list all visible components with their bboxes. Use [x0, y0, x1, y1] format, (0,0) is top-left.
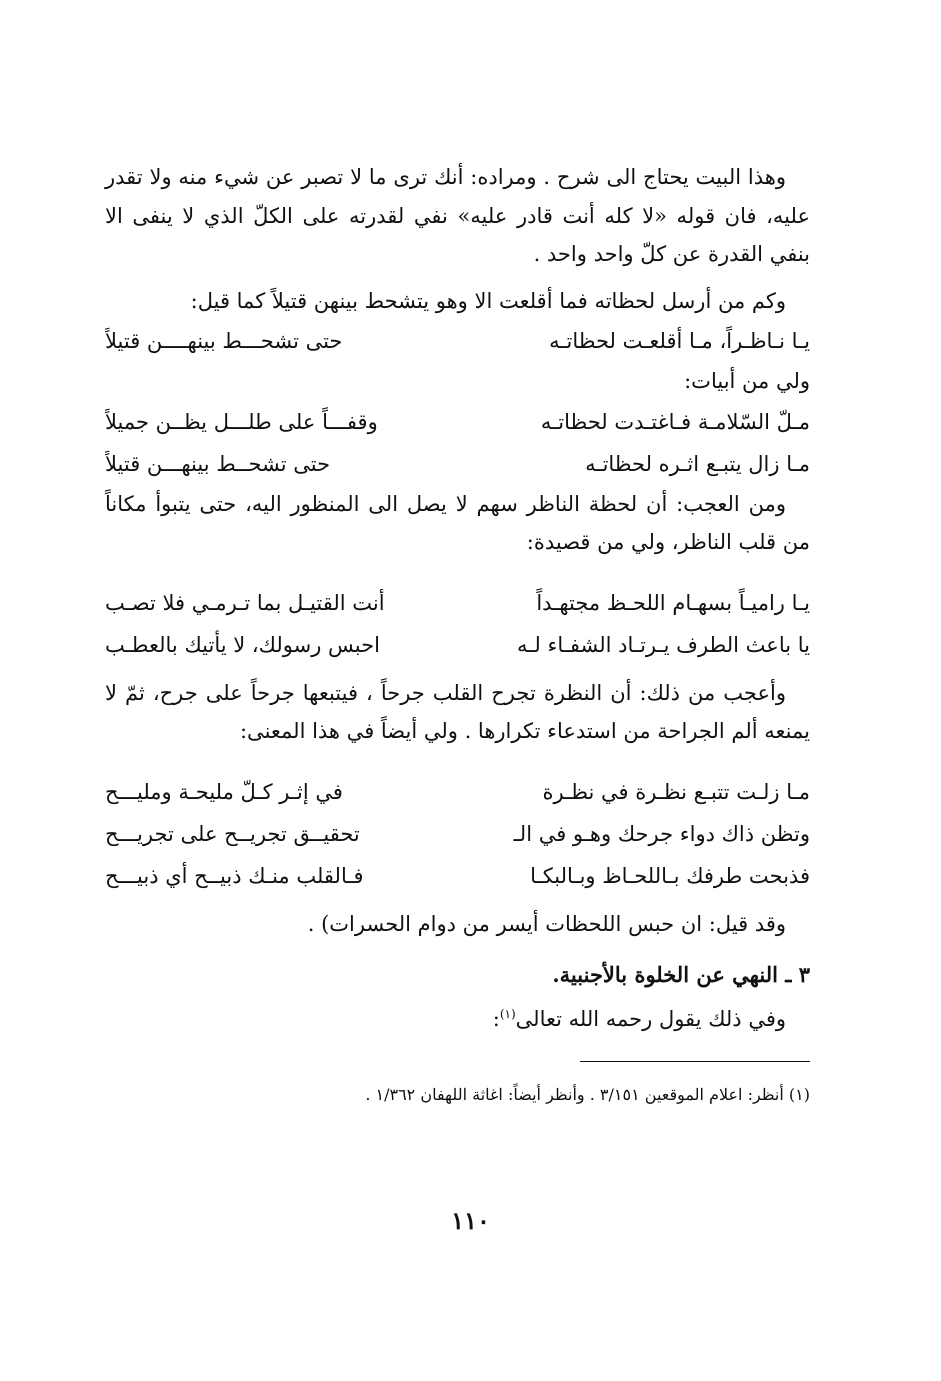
verse-3 [105, 443, 810, 485]
paragraph-5: وأعجب من ذلك: أن النظرة تجرح القلب جرحاً ، فيتبعها جرحاً على جرح، ثمّ لا يمنعه ألم الجراحة من استدعاء تكرارها . ولي أيضاً في هذا المعنى: [105, 680, 810, 743]
footnote-marker: (١) [499, 1007, 516, 1021]
paragraph-3: ولي من أبيات: [684, 369, 810, 393]
verse-8-first-hemistich: فذبحت طرفك بـاللحـاظ وبـالبكـا [530, 863, 810, 888]
verse-8 [105, 855, 810, 897]
verse-2 [105, 401, 810, 443]
paragraph-2: وكم من أرسل لحظاته فما أقلعت الا وهو يتشحط بينهن قتيلاً كما قيل: [190, 288, 786, 313]
section-heading: ٣ ـ النهي عن الخلوة بالأجنبية. [552, 962, 810, 987]
paragraph-7-text: وفي ذلك يقول رحمه الله تعالى [515, 1007, 786, 1031]
verse-2-second-hemistich: وقفـــاً على طلـــل يظــن جميلاً [105, 409, 378, 434]
paragraph-4: ومن العجب: أن لحظة الناظر سهم لا يصل الى المنظور اليه، حتى يتبوأ مكاناً من قلب الناظر، ولي من قصيدة: [105, 491, 810, 554]
verse-7 [105, 813, 810, 855]
verse-1 [105, 320, 810, 362]
page-number: ١١٠ [451, 1206, 490, 1235]
verse-4 [105, 582, 810, 624]
verse-3-second-hemistich: حتى تشحــط بينهـــن قتيلاً [105, 451, 331, 476]
verse-6 [105, 771, 810, 813]
verse-7-second-hemistich: تحقيــق تجريــح على تجريـــح [105, 821, 360, 846]
footnote: (١) أنظر: اعلام الموقعين ٣/١٥١ . وأنظر أيضاً: اغاثة اللهفان ١/٣٦٢ . [365, 1084, 810, 1104]
page-body [105, 158, 810, 1110]
verse-6-first-hemistich: مـا زلـت تتبـع نظـرة في نظـرة [542, 779, 810, 804]
verse-5-first-hemistich: يا باعث الطرف يـرتـاد الشفـاء لـه [517, 632, 810, 657]
verse-4-second-hemistich: أنت القتيـل بما تـرمـي فلا تصـب [105, 590, 385, 615]
verse-3-first-hemistich: مـا زال يتبـع اثـره لحظاتـه [585, 451, 810, 476]
verse-7-first-hemistich: وتظن ذاك دواء جرحك وهـو في الـ [513, 821, 810, 846]
verse-5-second-hemistich: احبس رسولك، لا يأتيك بالعطـب [105, 632, 380, 657]
verse-4-first-hemistich: يـا راميـاً بسهـام اللحـظ مجتهـداً [536, 590, 810, 615]
verse-8-second-hemistich: فـالقلب منـك ذبيــح أي ذبيـــح [105, 863, 364, 888]
verse-6-second-hemistich: في إثـر كـلّ مليحـة ومليـــح [105, 779, 343, 804]
paragraph-1: وهذا البيت يحتاج الى شرح . ومراده: أنك ترى ما لا تصبر عن شيء منه ولا تقدر عليه، فان قوله «لا كله أنت قادر عليه» نفي لقدرته على الكلّ الذي لا ينفى الا بنفي القدرة عن كلّ واحد واحد . [105, 165, 810, 266]
footnote-divider [580, 1061, 810, 1062]
verse-5 [105, 624, 810, 666]
verse-1-first-hemistich: يـا نـاظـراً، مـا أقلعـت لحظاتـه [549, 329, 810, 353]
paragraph-7 [105, 995, 810, 1039]
verse-1-second-hemistich: حتى تشحـــط بينهــــن قتيلاً [105, 329, 343, 353]
paragraph-6: وقد قيل: ان حبس اللحظات أيسر من دوام الحسرات) . [307, 911, 786, 936]
paragraph-7-end: : [492, 1007, 500, 1031]
verse-2-first-hemistich: مـلّ السّلامـة فـاغتـدت لحظاتـه [540, 409, 810, 434]
